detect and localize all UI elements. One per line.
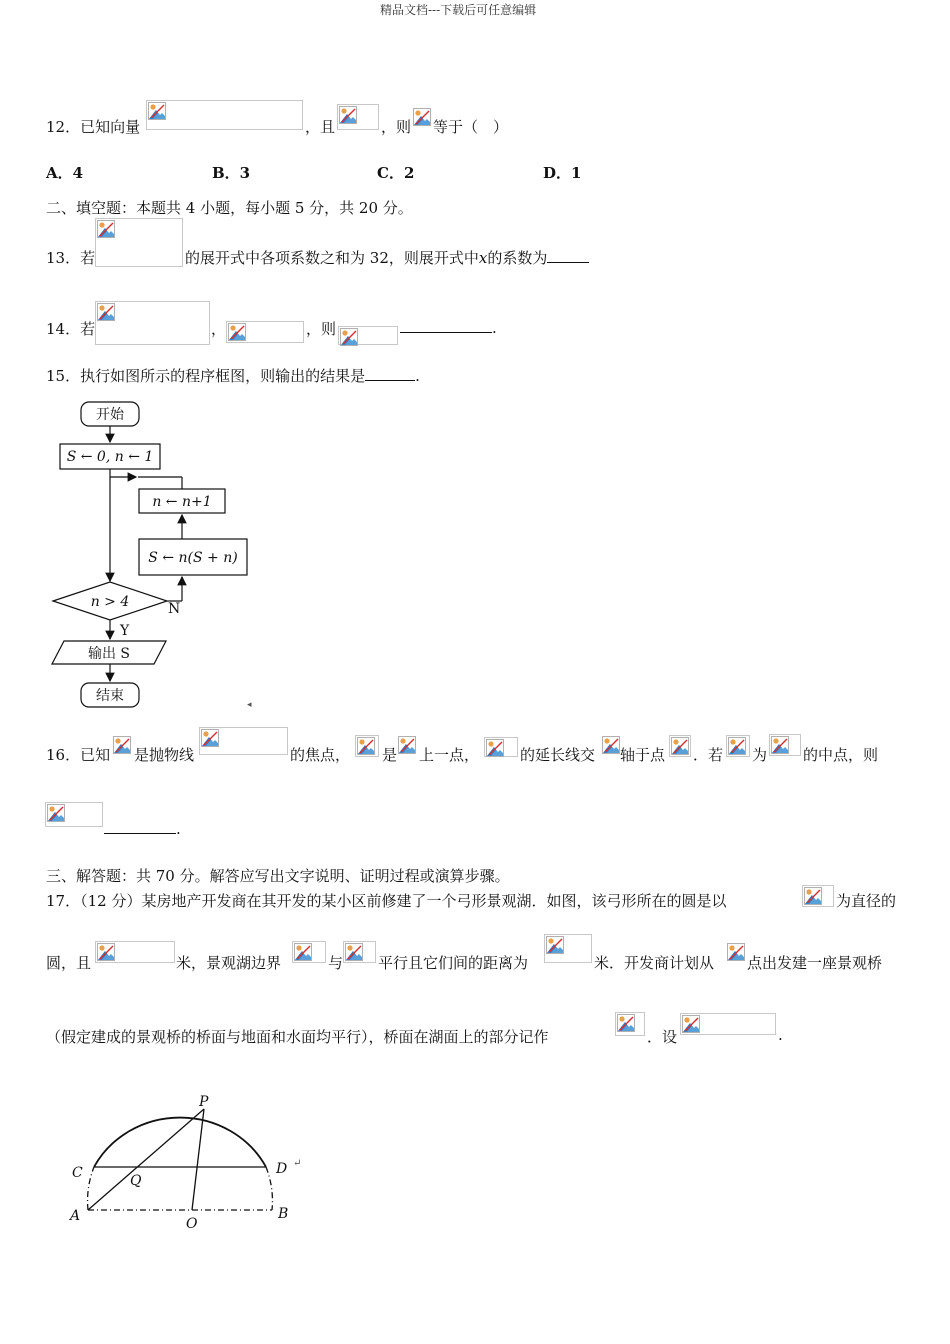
formula-image bbox=[292, 941, 326, 963]
label-p: P bbox=[199, 1094, 209, 1110]
q16-text-6: 轴于点 bbox=[620, 746, 666, 764]
q13-text: 的展开式中各项系数之和为 32，则展开式中x的系数为 bbox=[185, 247, 589, 268]
formula-image bbox=[95, 301, 210, 345]
q17-line3a: （假定建成的景观桥的桥面与地面和水面均平行），桥面在湖面上的部分记作 bbox=[46, 1028, 549, 1046]
q16-text-7: ．若 bbox=[693, 746, 724, 764]
option-c: C．2 bbox=[377, 164, 415, 182]
broken-image-icon bbox=[113, 736, 131, 754]
q12-prefix: 12．已知向量 bbox=[46, 118, 141, 136]
flow-no-label: N bbox=[168, 601, 181, 617]
q17-line2d: 平行且它们间的距离为 bbox=[378, 954, 529, 972]
q17-line2c: 与 bbox=[328, 954, 344, 972]
q16-text-3: 是 bbox=[382, 746, 398, 764]
q16-text-8: 为 bbox=[752, 746, 768, 764]
flow-start-label: 开始 bbox=[96, 407, 124, 423]
flow-update-n-label: n ← n+1 bbox=[152, 494, 212, 510]
label-b: B bbox=[278, 1206, 289, 1222]
q17-line1b: 为直径的 bbox=[836, 892, 897, 910]
flow-update-s-label: S ← n(S + n) bbox=[148, 550, 238, 566]
label-o: O bbox=[186, 1216, 198, 1232]
broken-image-icon bbox=[47, 804, 65, 822]
q14-answer: . bbox=[400, 318, 497, 337]
formula-image bbox=[199, 727, 288, 755]
q16-prefix: 16．已知 bbox=[46, 746, 111, 764]
flow-condition-label: n > 4 bbox=[90, 594, 130, 610]
formula-image bbox=[355, 735, 379, 757]
q17-line2e: 米．开发商计划从 bbox=[594, 954, 715, 972]
formula-image bbox=[802, 885, 834, 907]
formula-image bbox=[398, 736, 418, 756]
formula-image bbox=[726, 735, 750, 757]
q17-line3b: ．设 bbox=[647, 1028, 678, 1046]
broken-image-icon bbox=[97, 220, 115, 238]
q17-line2b: 米，景观湖边界 bbox=[176, 954, 282, 972]
flow-yes-label: Y bbox=[120, 623, 130, 639]
q14-text-1: ， bbox=[211, 320, 227, 338]
q12-text-1: ，且 bbox=[305, 118, 336, 136]
return-mark: ↵ bbox=[293, 1158, 302, 1169]
formula-image bbox=[95, 941, 175, 963]
q16-answer: . bbox=[104, 819, 181, 838]
q16-text-4: 上一点， bbox=[419, 746, 480, 764]
broken-image-icon bbox=[602, 736, 620, 754]
broken-image-icon bbox=[345, 943, 363, 961]
formula-image bbox=[680, 1013, 776, 1035]
broken-image-icon bbox=[413, 108, 431, 126]
q15-text: 15．执行如图所示的程序框图，则输出的结果是 . bbox=[46, 367, 420, 385]
q17-line2a: 圆，且 bbox=[46, 954, 92, 972]
page-header: 精品文档---下载后可任意编辑 bbox=[380, 3, 537, 17]
q17-line3c: . bbox=[778, 1026, 783, 1044]
q17-line2f: 点出发建一座景观桥 bbox=[747, 954, 883, 972]
broken-image-icon bbox=[228, 323, 246, 341]
label-a: A bbox=[70, 1208, 81, 1224]
formula-image bbox=[602, 736, 620, 756]
dashed-arc-left bbox=[88, 1167, 94, 1210]
q16-text-2: 的焦点， bbox=[290, 746, 351, 764]
broken-image-icon bbox=[201, 729, 219, 747]
broken-image-icon bbox=[340, 328, 358, 346]
broken-image-icon bbox=[294, 943, 312, 961]
broken-image-icon bbox=[682, 1015, 700, 1033]
q12-text-3: 等于（ ） bbox=[433, 118, 509, 136]
formula-image bbox=[338, 326, 398, 345]
label-c: C bbox=[72, 1165, 83, 1181]
label-q: Q bbox=[130, 1173, 142, 1189]
q14-prefix: 14．若 bbox=[46, 320, 96, 338]
formula-image bbox=[337, 104, 379, 130]
arc-cd bbox=[94, 1118, 266, 1167]
formula-image bbox=[95, 218, 183, 267]
broken-image-icon bbox=[398, 736, 416, 754]
q12-text-2: ，则 bbox=[381, 118, 412, 136]
section-3-title: 三、解答题：共 70 分。解答应写出文字说明、证明过程或演算步骤。 bbox=[46, 867, 510, 885]
segment-op bbox=[192, 1109, 204, 1210]
formula-image bbox=[146, 100, 303, 130]
broken-image-icon bbox=[339, 106, 357, 124]
section-2-title: 二、填空题：本题共 4 小题，每小题 5 分，共 20 分。 bbox=[46, 199, 413, 217]
formula-image bbox=[544, 934, 592, 963]
formula-image bbox=[669, 735, 691, 757]
broken-image-icon bbox=[97, 303, 115, 321]
dashed-arc-right bbox=[266, 1167, 272, 1210]
broken-image-icon bbox=[148, 102, 166, 120]
broken-image-icon bbox=[486, 739, 504, 757]
formula-image bbox=[45, 802, 103, 827]
option-d: D．1 bbox=[543, 164, 582, 182]
q14-text-2: ，则 bbox=[306, 320, 337, 338]
flow-end-label: 结束 bbox=[96, 688, 124, 704]
formula-image bbox=[615, 1012, 645, 1036]
broken-image-icon bbox=[804, 887, 822, 905]
broken-image-icon bbox=[728, 737, 746, 755]
broken-image-icon bbox=[97, 943, 115, 961]
broken-image-icon bbox=[727, 943, 745, 961]
broken-image-icon bbox=[546, 936, 564, 954]
arc-lake-figure bbox=[60, 1090, 310, 1235]
broken-image-icon bbox=[357, 737, 375, 755]
formula-image bbox=[343, 941, 376, 963]
q17-line1a: 17．（12 分）某房地产开发商在其开发的某小区前修建了一个弓形景观湖．如图，该弓形所在的圆是以 bbox=[46, 892, 727, 910]
q13-prefix: 13．若 bbox=[46, 249, 96, 267]
flow-init-label: S ← 0, n ← 1 bbox=[66, 449, 154, 465]
program-flowchart bbox=[40, 395, 270, 715]
formula-image bbox=[113, 736, 133, 756]
flow-output-label: 输出 S bbox=[87, 646, 131, 662]
q16-text-1: 是抛物线 bbox=[134, 746, 195, 764]
label-d: D bbox=[276, 1161, 288, 1177]
q16-text-5: 的延长线交 bbox=[520, 746, 596, 764]
formula-image bbox=[769, 734, 801, 756]
broken-image-icon bbox=[771, 736, 789, 754]
broken-image-icon bbox=[617, 1014, 635, 1032]
formula-image bbox=[226, 321, 304, 343]
formula-image bbox=[413, 108, 433, 128]
formula-image bbox=[484, 737, 518, 757]
broken-image-icon bbox=[671, 737, 689, 755]
small-marker: ◂ bbox=[247, 700, 252, 710]
option-a: A．4 bbox=[46, 164, 84, 182]
q16-text-9: 的中点，则 bbox=[803, 746, 879, 764]
option-b: B．3 bbox=[212, 164, 251, 182]
formula-image bbox=[727, 943, 747, 963]
